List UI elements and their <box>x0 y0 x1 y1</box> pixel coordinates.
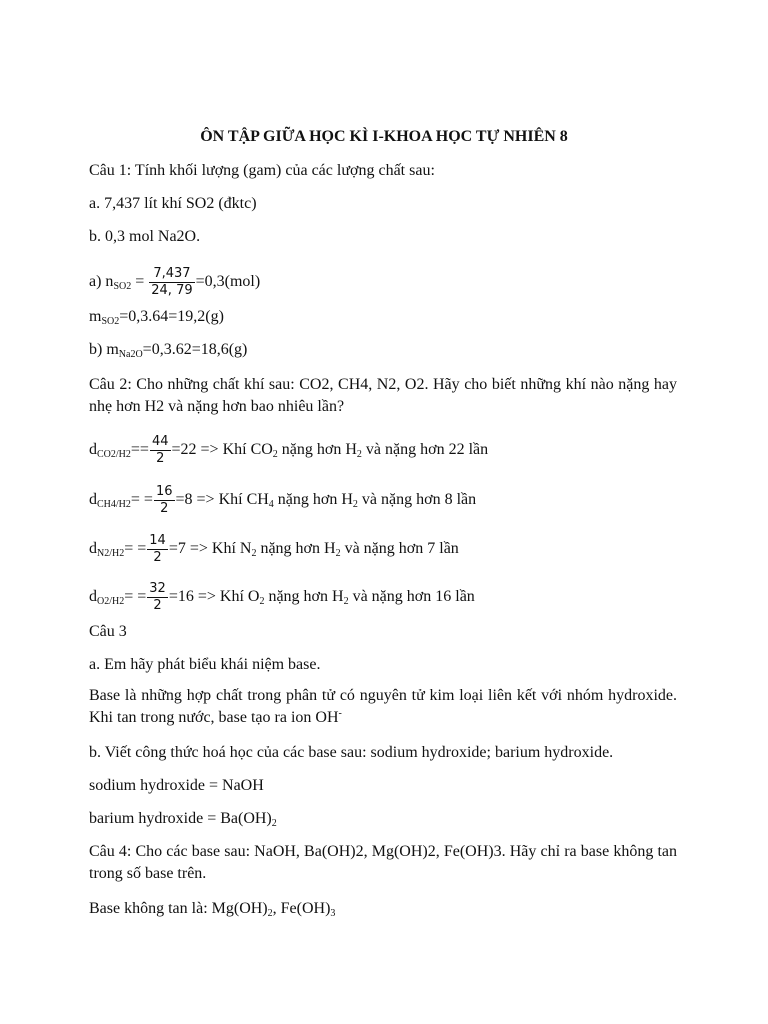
density-tail: và nặng hơn 7 lần <box>340 540 459 558</box>
density-mid: nặng hơn H <box>273 491 353 509</box>
density-result: =7 => Khí N <box>168 540 252 558</box>
hydrogen-sub: 2 <box>352 499 358 511</box>
mass-text: =0,3.62=18,6(g) <box>142 341 248 358</box>
density-symbol: d <box>89 491 97 509</box>
gas-sub: 4 <box>268 499 274 511</box>
density-mid: nặng hơn H <box>264 588 344 606</box>
density-eq: = = <box>124 588 147 606</box>
density-eq: == <box>130 441 149 459</box>
density-symbol: d <box>89 588 97 606</box>
answer-4-mid: , Fe(OH) <box>272 900 331 917</box>
density-mid: nặng hơn H <box>256 540 336 558</box>
mass-prefix: b) m <box>89 341 119 358</box>
baoh-sub: 2 <box>271 818 277 829</box>
mass-prefix: m <box>89 308 102 325</box>
density-row-n2 <box>89 533 459 566</box>
density-symbol: d <box>89 441 97 459</box>
density-tail: và nặng hơn 22 lần <box>361 441 489 459</box>
density-tail: và nặng hơn 8 lần <box>357 491 477 509</box>
fraction-denominator: 2 <box>153 550 162 565</box>
baoh-text: barium hydroxide = Ba(OH) <box>89 810 272 827</box>
question-1-part-a: a. 7,437 lít khí SO2 (đktc) <box>89 195 257 212</box>
density-sub: O2/H2 <box>97 596 125 608</box>
fraction-numerator: 16 <box>155 484 173 499</box>
density-row-o2 <box>89 581 475 614</box>
answer-1a-fraction <box>149 266 194 299</box>
density-mid: nặng hơn H <box>277 441 357 459</box>
answer-3b-naoh: sodium hydroxide = NaOH <box>89 777 264 794</box>
question-1-part-b: b. 0,3 mol Na2O. <box>89 228 201 245</box>
answer-1b-mass <box>89 340 247 360</box>
answer-4-text: Base không tan là: Mg(OH) <box>89 900 268 917</box>
density-result: =8 => Khí CH <box>175 491 269 509</box>
density-eq: = = <box>124 540 147 558</box>
density-eq: = = <box>130 491 153 509</box>
hydrogen-sub: 2 <box>343 596 349 608</box>
fraction-denominator: 24, 79 <box>151 283 193 298</box>
question-2: Câu 2: Cho những chất khí sau: CO2, CH4, N2, O2. Hãy cho biết những khí nào nặng hay nhẹ hơn H2 và nặng hơn bao nhiêu lần? <box>89 376 677 415</box>
page-title: ÔN TẬP GIỮA HỌC KÌ I-KHOA HỌC TỰ NHIÊN 8 <box>200 128 568 145</box>
answer-4-sub: 3 <box>330 908 336 919</box>
density-sub: CO2/H2 <box>97 449 131 461</box>
fraction-numerator: 14 <box>149 533 166 548</box>
gas-sub: 2 <box>251 548 257 560</box>
density-fraction <box>150 434 171 467</box>
answer-4-sub: 2 <box>267 908 273 919</box>
answer-3a-sup: - <box>338 708 342 719</box>
answer-1a-prefix: a) n <box>89 273 114 291</box>
answer-1a-mass <box>89 307 224 327</box>
density-fraction <box>154 484 175 517</box>
answer-1a-eq: = <box>131 273 149 291</box>
fraction-denominator: 2 <box>156 451 165 466</box>
question-3-part-a: a. Em hãy phát biểu khái niệm base. <box>89 656 321 673</box>
answer-3a <box>89 685 677 729</box>
fraction-numerator: 44 <box>151 434 169 449</box>
question-1: Câu 1: Tính khối lượng (gam) của các lượng chất sau: <box>89 162 435 179</box>
density-row-ch4 <box>89 484 476 517</box>
hydrogen-sub: 2 <box>335 548 341 560</box>
density-sub: N2/H2 <box>97 548 125 560</box>
fraction-numerator: 32 <box>149 581 166 596</box>
density-result: =16 => Khí O <box>168 588 260 606</box>
mass-text: =0,3.64=19,2(g) <box>119 308 224 325</box>
question-4: Câu 4: Cho các base sau: NaOH, Ba(OH)2, Mg(OH)2, Fe(OH)3. Hãy chỉ ra base không tan trong số base trên. <box>89 843 677 882</box>
gas-sub: 2 <box>259 596 265 608</box>
fraction-numerator: 7,437 <box>149 266 194 283</box>
density-symbol: d <box>89 540 97 558</box>
density-fraction <box>147 533 168 566</box>
mass-sub: Na2O <box>118 349 143 360</box>
fraction-denominator: 2 <box>153 598 162 613</box>
question-3-part-b: b. Viết công thức hoá học của các base sau: sodium hydroxide; barium hydroxide. <box>89 744 614 761</box>
answer-1a-moles <box>89 266 260 299</box>
answer-3b-baoh <box>89 809 277 829</box>
answer-3a-text: Base là những hợp chất trong phân tử có nguyên tử kim loại liên kết với nhóm hydroxide. Khi tan trong nước, base tạo ra ion OH <box>89 687 677 726</box>
hydrogen-sub: 2 <box>356 449 362 461</box>
fraction-denominator: 2 <box>160 501 169 516</box>
density-tail: và nặng hơn 16 lần <box>348 588 475 606</box>
gas-sub: 2 <box>272 449 278 461</box>
density-sub: CH4/H2 <box>97 499 131 511</box>
density-fraction <box>147 581 168 614</box>
answer-4 <box>89 899 335 919</box>
density-result: =22 => Khí CO <box>171 441 273 459</box>
mass-sub: SO2 <box>101 316 120 327</box>
density-row-co2 <box>89 434 488 467</box>
answer-1a-result: =0,3(mol) <box>195 273 261 291</box>
question-3-heading: Câu 3 <box>89 623 127 640</box>
answer-1a-sub: SO2 <box>113 281 132 293</box>
